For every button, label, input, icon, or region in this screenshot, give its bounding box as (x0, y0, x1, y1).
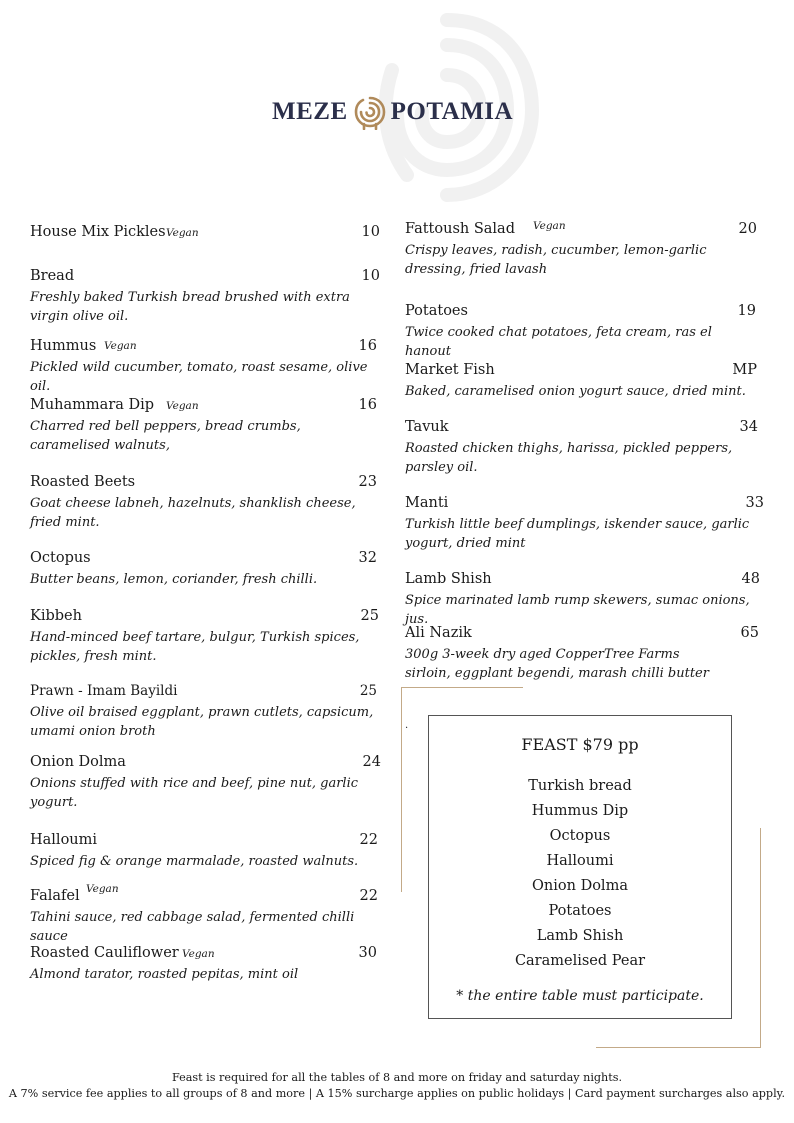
item-description: Pickled wild cucumber, tomato, roast sesame, olive oil. (30, 360, 368, 394)
menu-item (30, 397, 380, 455)
item-price: 10 (361, 268, 380, 284)
item-name: House Mix Pickles (30, 224, 166, 240)
logo-word-left: MEZE (272, 98, 348, 125)
menu-item (30, 338, 380, 396)
item-description: Freshly baked Turkish bread brushed with extra virgin olive oil. (30, 290, 350, 324)
item-name: Market Fish (405, 362, 495, 378)
item-description: Goat cheese labneh, hazelnuts, shanklish cheese, fried mint. (30, 496, 356, 530)
item-description: Tahini sauce, red cabbage salad, fermented chilli sauce (30, 910, 355, 944)
item-description: Turkish little beef dumplings, iskender sauce, garlic yogurt, dried mint (405, 517, 750, 551)
item-name: Halloumi (30, 832, 98, 848)
menu-item (30, 474, 380, 532)
feast-item: Turkish bread (528, 778, 632, 794)
item-description: Twice cooked chat potatoes, feta cream, ras el hanout (405, 325, 712, 359)
item-price: 34 (739, 419, 758, 435)
feast-item: Onion Dolma (532, 878, 628, 894)
item-price: 16 (358, 338, 377, 354)
menu-item (30, 268, 380, 326)
feast-item: Lamb Shish (536, 928, 624, 944)
item-name: Roasted Cauliflower (30, 945, 179, 961)
feast-note: * the entire table must participate. (456, 988, 704, 1004)
menu-item (405, 495, 764, 553)
item-name: Falafel (30, 888, 80, 904)
logo-word-right: POTAMIA (390, 98, 514, 125)
decorative-line (760, 828, 761, 1047)
item-name: Hummus (30, 338, 97, 354)
menu-item (405, 571, 760, 629)
stray-dot: . (405, 720, 409, 731)
item-price: 23 (358, 474, 377, 490)
footer-line: A 7% service fee applies to all groups of 8 and more | A 15% surcharge applies on public holidays | Card payment surcharges also apply. (8, 1087, 786, 1100)
feast-item-list (429, 774, 731, 974)
feast-box (428, 715, 732, 1019)
item-price: 19 (737, 303, 756, 319)
brand-logo (272, 94, 513, 130)
menu-item (30, 550, 380, 589)
item-price: 32 (358, 550, 377, 566)
item-price: 48 (741, 571, 760, 587)
decorative-line (401, 687, 402, 892)
vegan-tag: Vegan (104, 340, 137, 352)
feast-item: Halloumi (546, 853, 614, 869)
item-description: Spice marinated lamb rump skewers, sumac onions, jus. (405, 593, 750, 627)
feast-item: Caramelised Pear (514, 953, 646, 969)
item-name: Lamb Shish (405, 571, 492, 587)
item-description: Almond tarator, roasted pepitas, mint oil (30, 967, 299, 982)
item-price: 33 (745, 495, 764, 511)
item-name: Kibbeh (30, 608, 82, 624)
item-name: Prawn - Imam Bayildi (30, 683, 178, 699)
item-name: Fattoush Salad (405, 221, 515, 237)
feast-item: Hummus Dip (531, 803, 629, 819)
item-price: 25 (360, 608, 379, 624)
item-price: 30 (358, 945, 377, 961)
item-name: Tavuk (405, 419, 449, 435)
vegan-tag: Vegan (166, 400, 199, 412)
item-description: Butter beans, lemon, coriander, fresh chilli. (30, 572, 318, 587)
menu-item (405, 419, 760, 477)
item-description: Hand-minced beef tartare, bulgur, Turkish spices, pickles, fresh mint. (30, 630, 360, 664)
vegan-tag: Vegan (166, 227, 199, 239)
decorative-line (596, 1047, 761, 1048)
item-description: Roasted chicken thighs, harissa, pickled peppers, parsley oil. (405, 441, 733, 475)
item-price: 22 (359, 832, 378, 848)
item-name: Ali Nazik (405, 625, 472, 641)
vegan-tag: Vegan (86, 883, 119, 895)
logo-emblem-icon (352, 94, 388, 130)
item-price: MP (732, 362, 757, 378)
decorative-line (401, 687, 523, 688)
feast-title: FEAST $79 pp (521, 735, 639, 754)
menu-item (405, 625, 760, 683)
item-price: 24 (362, 754, 381, 770)
menu-item (30, 945, 380, 984)
item-price: 20 (738, 221, 757, 237)
menu-item (405, 362, 760, 401)
item-description: Baked, caramelised onion yogurt sauce, dried mint. (405, 384, 746, 399)
menu-item (30, 608, 380, 666)
item-description: Spiced fig & orange marmalade, roasted walnuts. (30, 854, 359, 869)
vegan-tag: Vegan (533, 220, 566, 232)
feast-item: Octopus (549, 828, 611, 844)
footer-line: Feast is required for all the tables of 8 and more on friday and saturday nights. (171, 1071, 623, 1084)
menu-item (30, 832, 380, 871)
item-description: 300g 3-week dry aged CopperTree Farms sirloin, eggplant begendi, marash chilli butter (405, 647, 709, 681)
item-description: Onions stuffed with rice and beef, pine nut, garlic yogurt. (30, 776, 359, 810)
item-price: 22 (359, 888, 378, 904)
menu-item (405, 303, 760, 361)
menu-item (405, 221, 760, 279)
item-name: Roasted Beets (30, 474, 136, 490)
item-price: 16 (358, 397, 377, 413)
vegan-tag: Vegan (182, 948, 215, 960)
item-name: Muhammara Dip (30, 397, 155, 413)
item-name: Manti (405, 495, 449, 511)
item-price: 25 (359, 683, 377, 699)
item-price: 10 (361, 224, 380, 240)
item-description: Crispy leaves, radish, cucumber, lemon-garlic dressing, fried lavash (405, 243, 707, 277)
item-description: Olive oil braised eggplant, prawn cutlets, capsicum, umami onion broth (30, 705, 374, 739)
menu-item (30, 754, 380, 812)
item-name: Onion Dolma (30, 754, 126, 770)
item-name: Bread (30, 268, 75, 284)
footer-notes (0, 1070, 794, 1102)
item-description: Charred red bell peppers, bread crumbs, caramelised walnuts, (30, 419, 301, 453)
menu-item (30, 683, 380, 741)
item-name: Potatoes (405, 303, 468, 319)
feast-item: Potatoes (548, 903, 612, 919)
menu-item (30, 883, 380, 946)
menu-item (30, 224, 380, 244)
item-price: 65 (740, 625, 759, 641)
item-name: Octopus (30, 550, 91, 566)
